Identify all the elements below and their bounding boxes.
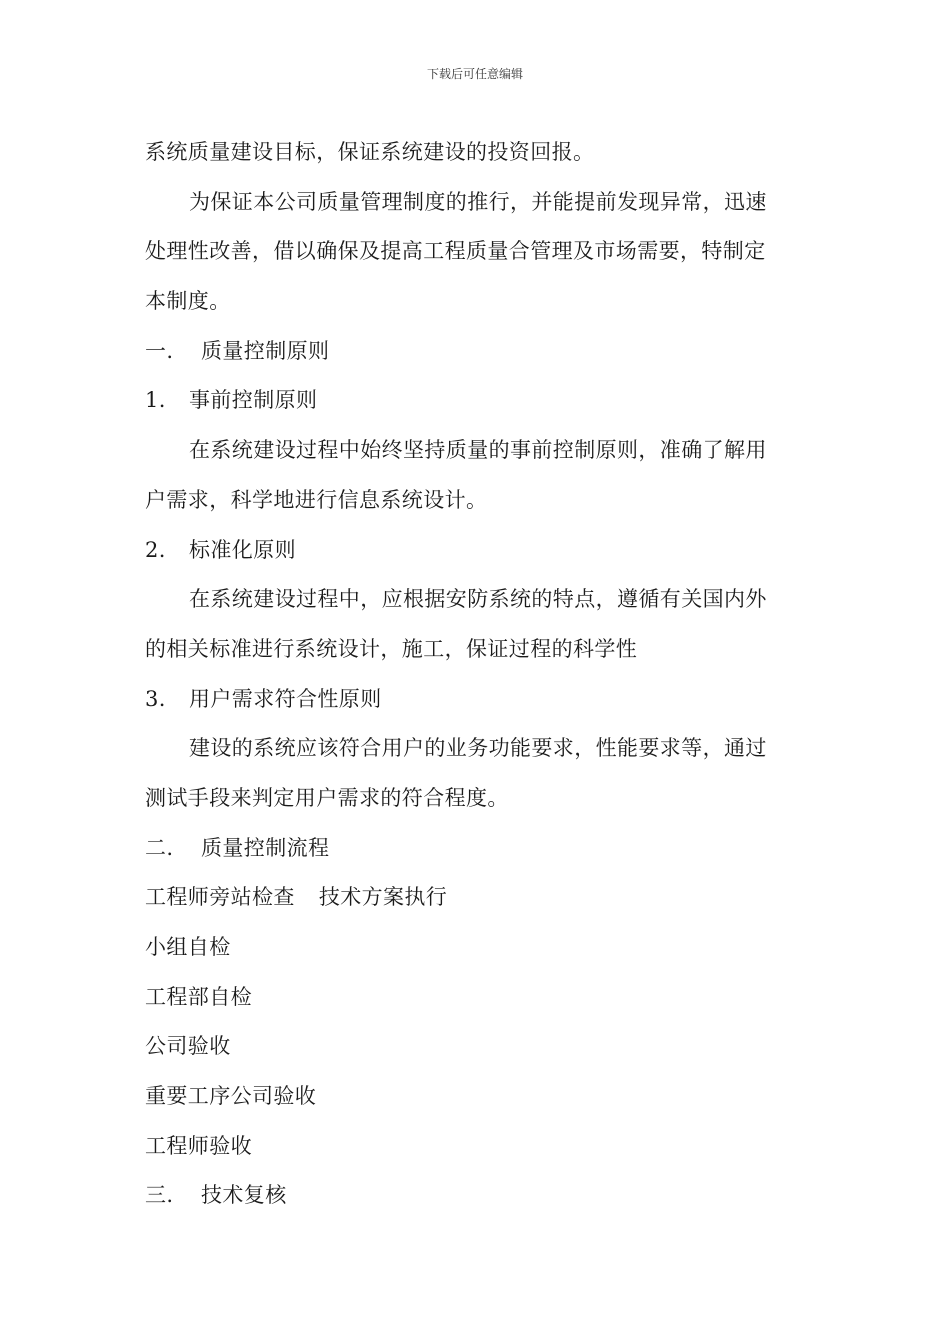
item-number: 1. <box>145 388 166 413</box>
flow-step: 工程部自检 <box>145 984 252 1009</box>
item-number: 3. <box>145 686 166 711</box>
section-number: 三. <box>145 1183 174 1208</box>
list-item-3 <box>145 675 810 725</box>
paragraph-line: 系统质量建设目标，保证系统建设的投资回报。 <box>145 140 595 164</box>
flow-step-label: 工程师旁站检查 <box>145 885 295 910</box>
section-number: 二. <box>145 835 174 860</box>
flow-step: 公司验收 <box>145 1034 231 1059</box>
paragraph-line: 测试手段来判定用户需求的符合程度。 <box>145 785 509 810</box>
item-number: 2. <box>145 537 166 562</box>
section-title: 质量控制原则 <box>201 338 330 363</box>
paragraph-line: 户需求，科学地进行信息系统设计。 <box>145 487 488 512</box>
document-body <box>145 128 810 1221</box>
section-heading-1 <box>145 327 810 377</box>
flow-step-label: 技术方案执行 <box>318 885 448 910</box>
section-heading-3 <box>145 1171 810 1221</box>
section-title: 质量控制流程 <box>201 835 330 860</box>
section-number: 一. <box>145 338 174 363</box>
paragraph-line: 建设的系统应该符合用户的业务功能要求，性能要求等，通过 <box>189 736 767 761</box>
list-item-1 <box>145 376 810 426</box>
list-item-2 <box>145 526 810 576</box>
item-title: 用户需求符合性原则 <box>189 686 382 711</box>
item-title: 事前控制原则 <box>189 388 318 413</box>
paragraph-line: 处理性改善，借以确保及提高工程质量合管理及市场需要，特制定 <box>145 239 766 264</box>
flow-step: 小组自检 <box>145 935 231 959</box>
paragraph-line: 的相关标准进行系统设计，施工，保证过程的科学性 <box>145 636 638 661</box>
flow-step <box>145 873 810 923</box>
flow-step: 工程师验收 <box>145 1133 252 1158</box>
section-heading-2 <box>145 824 810 874</box>
flow-step: 重要工序公司验收 <box>145 1084 317 1109</box>
paragraph-line: 在系统建设过程中，应根据安防系统的特点，遵循有关国内外 <box>189 587 767 612</box>
paragraph-line: 在系统建设过程中始终坚持质量的事前控制原则，准确了解用 <box>189 438 767 463</box>
paragraph-line: 本制度。 <box>145 289 231 314</box>
section-title: 技术复核 <box>201 1183 287 1208</box>
paragraph-line: 为保证本公司质量管理制度的推行，并能提前发现异常，迅速 <box>189 189 767 214</box>
page-header: 下载后可任意编辑 <box>426 67 523 81</box>
item-title: 标准化原则 <box>189 537 296 562</box>
